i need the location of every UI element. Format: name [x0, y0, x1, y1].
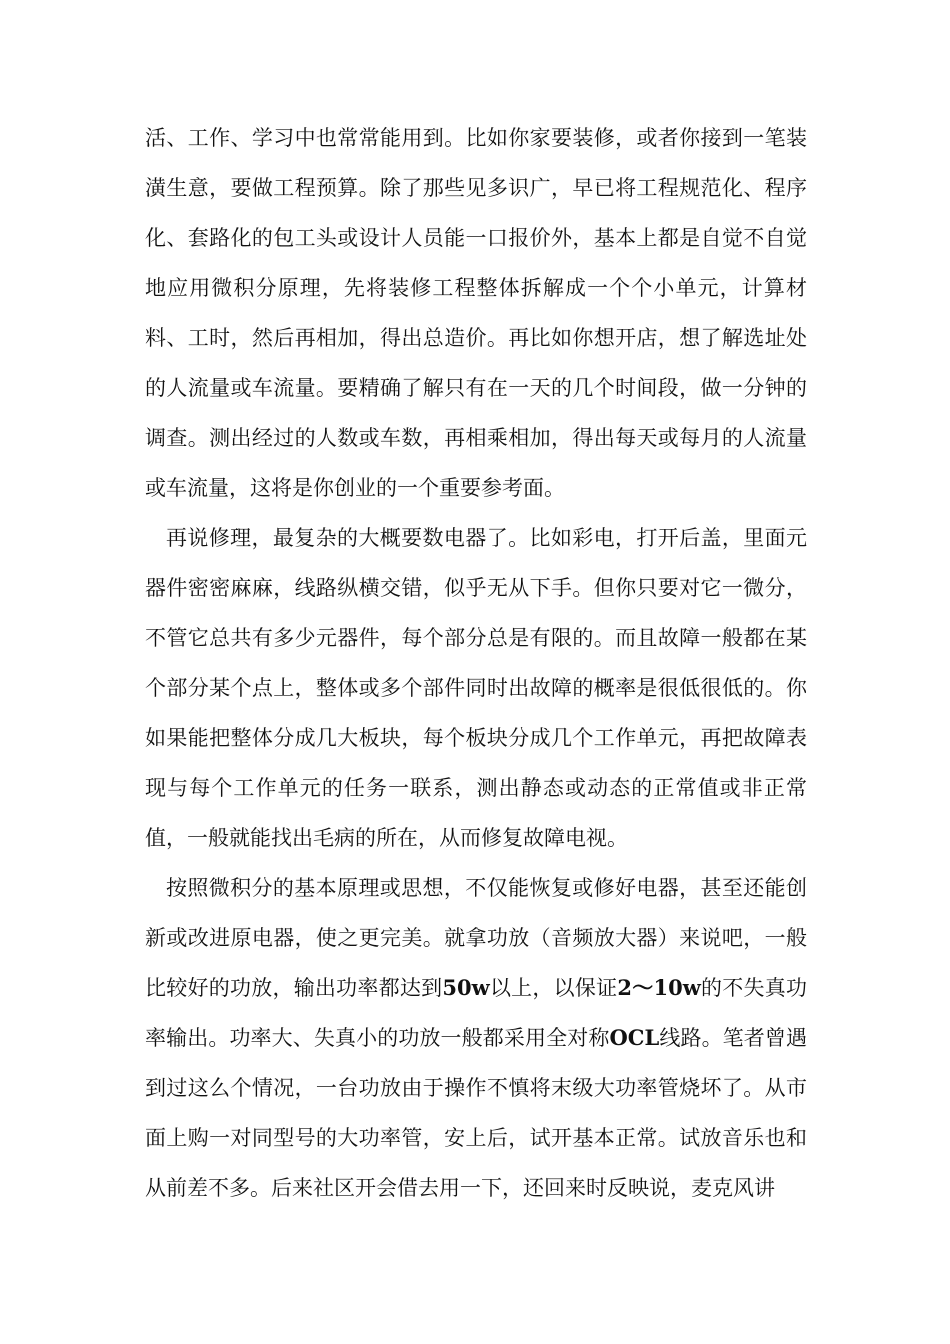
- ocl-term: OCL: [609, 1025, 660, 1050]
- paragraph-3-run-7: 线路。笔者曾遇到过这么个情况，一台功放由于操作不慎将末级大功率管烧坏了。从市面上购一对同型号的大功率管，安上后，试开基本正常。试放音乐也和从前差不多。后来社区开会借去用一下，还回来时反映说，麦克风讲: [145, 1026, 808, 1200]
- paragraph-1-run-1: 活、工作、学习中也常常能用到。比如你家要装修，或者你接到一笔装潢生意，要做工程预算。除了那些见多识广，早已将工程规范化、程序化、套路化的包工头或设计人员能一口报价外，基本上都是自觉不自觉地应用微积分原理，先将装修工程整体拆解成一个个小单元，计算材料、工时，然后再相加，得出总造价。再比如你想开店，想了解选址处的人流量或车流量。要精确了解只有在一天的几个时间段，做一分钟的调查。测出经过的人数或车数，再相乘相加，得出每天或每月的人流量或车流量，这将是你创业的一个重要参考面。: [145, 126, 807, 500]
- paragraph-2: [145, 513, 807, 863]
- paragraph-2-run-1: 再说修理，最复杂的大概要数电器了。比如彩电，打开后盖，里面元器件密密麻麻，线路纵横交错，似乎无从下手。但你只要对它一微分，不管它总共有多少元器件，每个部分总是有限的。而且故障一般都在某个部分某个点上，整体或多个部件同时出故障的概率是很低很低的。你如果能把整体分成几大板块，每个板块分成几个工作单元，再把故障表现与每个工作单元的任务一联系，测出静态或动态的正常值或非正常值，一般就能找出毛病的所在，从而修复故障电视。: [145, 526, 807, 850]
- paragraph-1: [145, 113, 807, 513]
- power-value-50w: 50w: [442, 975, 490, 1000]
- paragraph-3-run-3: 以上，以保证: [489, 976, 618, 1000]
- paragraph-3-run-5: 的不失真功率输出。功率大、失真小的功放一般都采用全对称: [145, 976, 808, 1050]
- paragraph-3-run-1: 按照微积分的基本原理或思想，不仅能恢复或修好电器，甚至还能创新或改进原电器，使之更完美。就拿功放（音频放大器）来说吧，一般比较好的功放，输出功率都达到: [145, 876, 807, 1000]
- paragraph-3: [145, 863, 807, 1213]
- body-text: [145, 113, 807, 1213]
- power-range-2-10w: 2～10w: [617, 975, 701, 1000]
